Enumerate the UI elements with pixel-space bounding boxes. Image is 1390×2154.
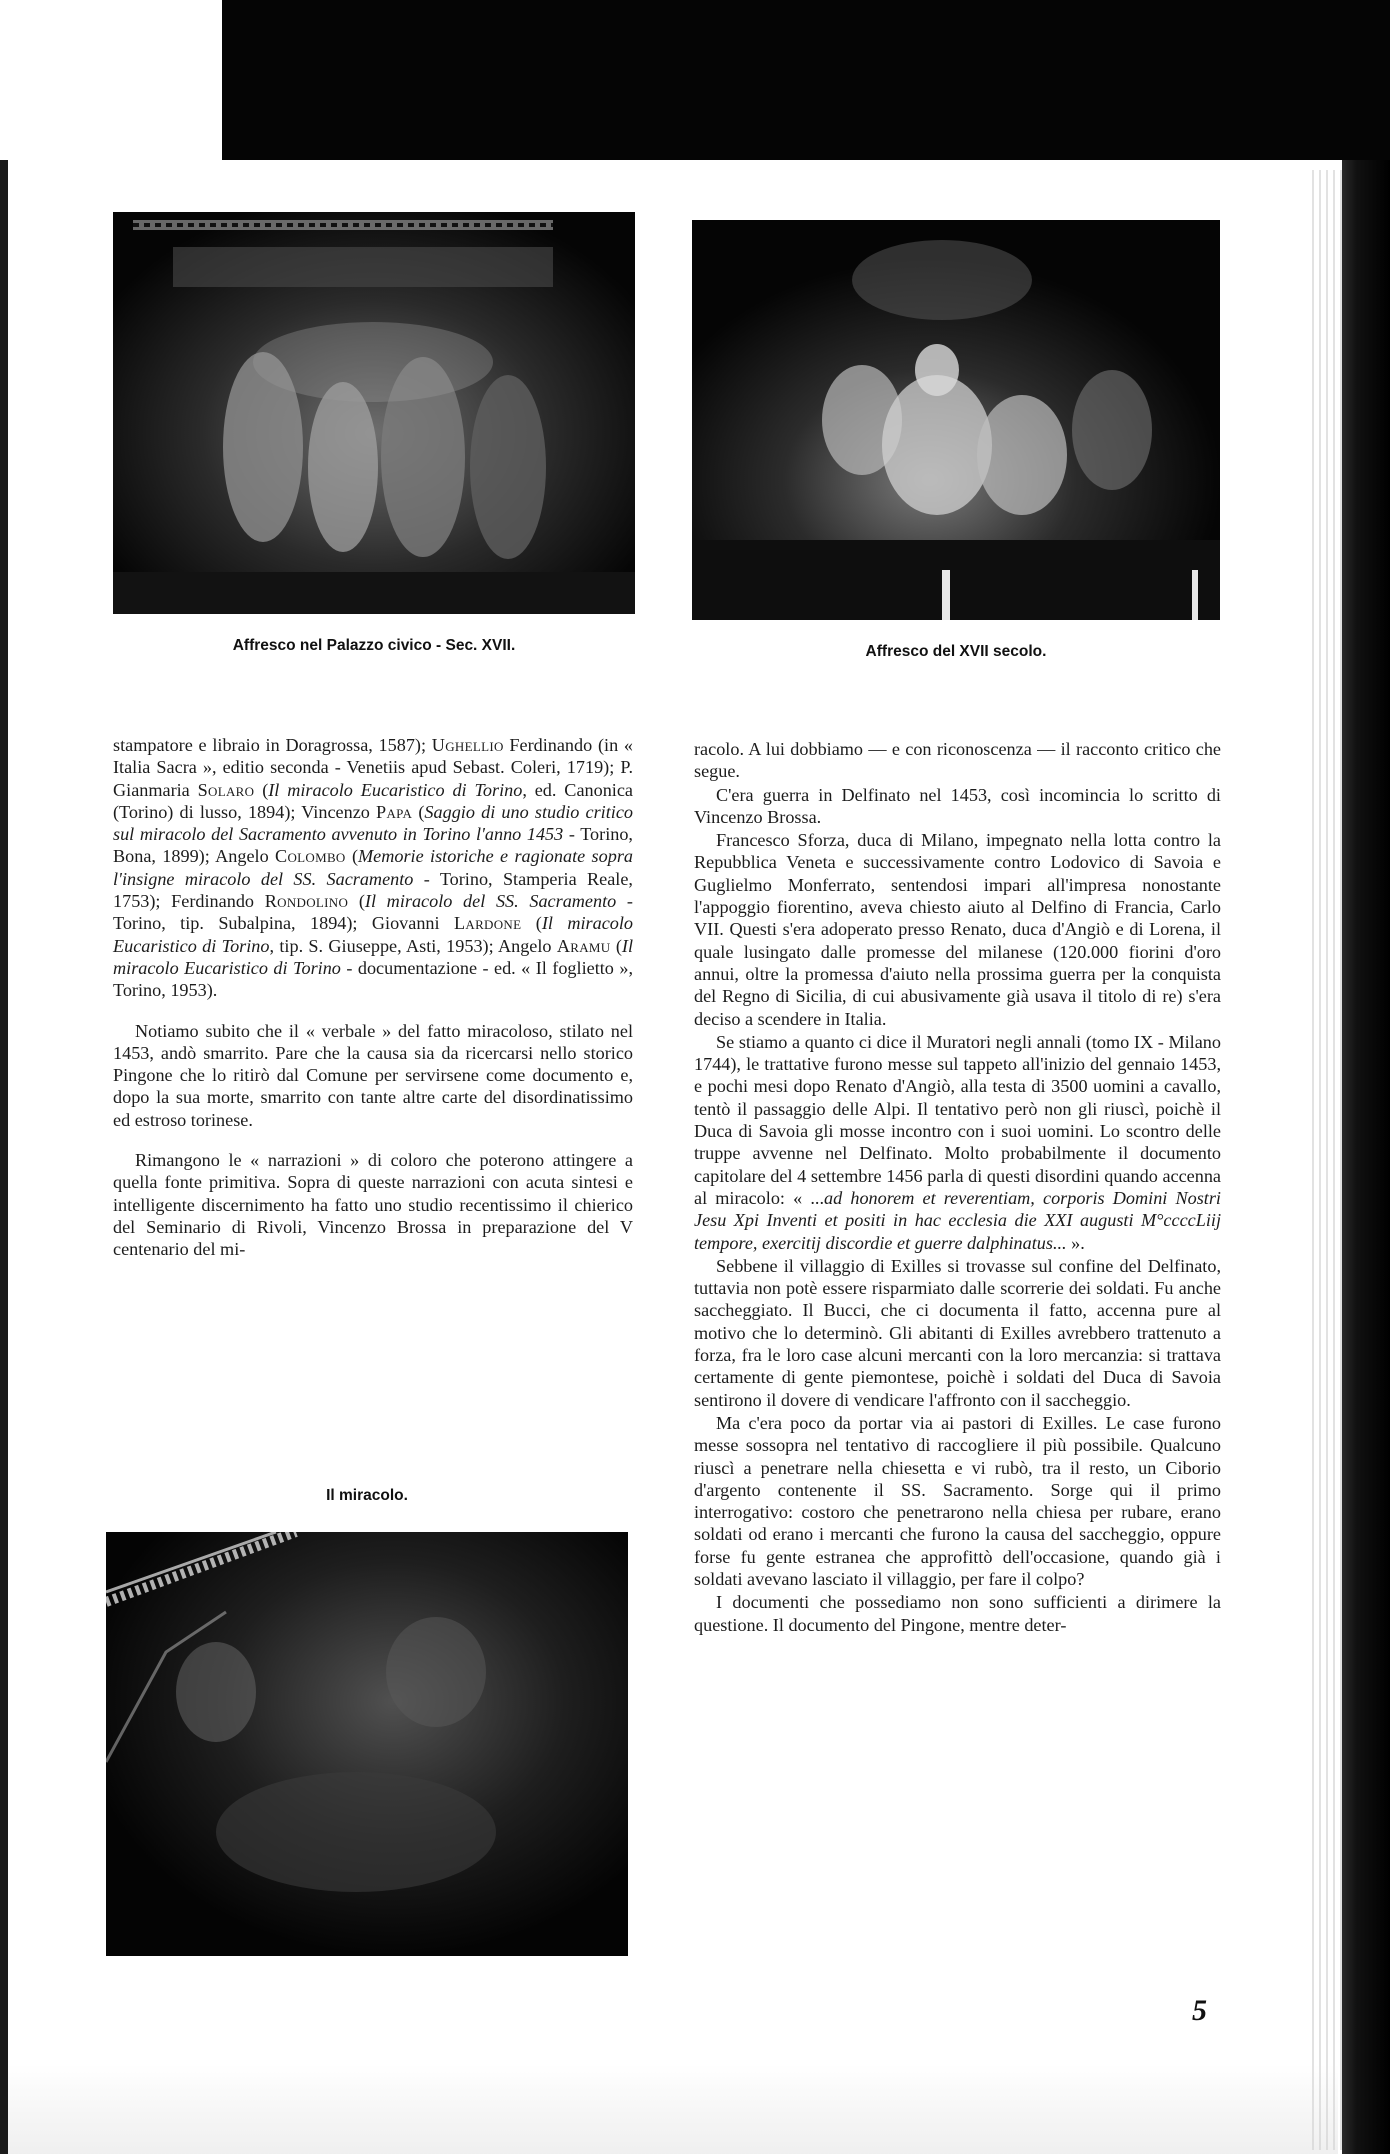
miracle-painting-photo [106,1532,628,1956]
body-paragraph: racolo. A lui dobbiamo — e con riconoscenza — il racconto critico che segue. [694,739,1221,782]
caption-fresco-palazzo-civico: Affresco nel Palazzo civico - Sec. XVII. [232,637,516,654]
left-text-column [113,734,633,1261]
caption-fresco-seventeenth-century: Affresco del XVII secolo. [865,643,1047,660]
scan-bottom-shadow [8,2064,1338,2154]
body-paragraph: Rimangono le « narrazioni » di coloro che poterono attingere a quella fonte primitiva. Sopra di queste narrazioni con acuta sintesi e intelligente discernimento ha fatto uno studio recentissimo il chierico del Seminario di Rivoli, Vincenzo Brossa in preparazione del V centenario del mi- [113,1150,633,1260]
body-paragraph: Sebbene il villaggio di Exilles si trovasse sul confine del Delfinato, tuttavia non potè essere risparmiato dalle scorrerie dei soldati. Fu anche saccheggiato. Il Bucci, che ci documenta il fatto, accenna pure al motivo che lo determinò. Gli abitanti di Exilles avrebbero trattenuto a forza, fra le loro case alcuni mercanti con la loro mercanzia: si trattava certamente di gente piemontese, poichè i soldati del Duca di Savoia sentirono il dovere di vendicare l'affronto con il saccheggio. [694,1255,1221,1410]
scan-right-edge [1342,160,1390,2154]
bibliography-paragraph: stampatore e libraio in Doragrossa, 1587); Ughellio Ferdinando (in « Italia Sacra », editio seconda - Venetiis apud Sebast. Coleri, 1719); P. Gianmaria Solaro (Il miracolo Eucaristico di Torino, ed. Canonica (Torino) di lusso, 1894); Vincenzo Papa (Saggio di uno studio critico sul miracolo del Sacramento avvenuto in Torino l'anno 1453 - Torino, Bona, 1899); Angelo Colombo (Memorie istoriche e ragionate sopra l'insigne miracolo del SS. Sacramento - Torino, Stamperia Reale, 1753); Ferdinando Rondolino (Il miracolo del SS. Sacramento - Torino, tip. Subalpina, 1894); Giovanni Lardone (Il miracolo Eucaristico di Torino, tip. S. Giuseppe, Asti, 1953); Angelo Aramu (Il miracolo Eucaristico di Torino - documentazione - ed. « Il foglietto », Torino, 1953). [113,735,634,1001]
body-paragraph: C'era guerra in Delfinato nel 1453, così incomincia lo scritto di Vincenzo Brossa. [694,784,1221,827]
body-paragraph: Ma c'era poco da portar via ai pastori di Exilles. Le case furono messe sossopra nel tentativo di raccogliere il più possibile. Qualcuno riuscì a penetrare nella chiesetta e vi rubò, tra il resto, un Ciborio d'argento contenente il SS. Sacramento. Sorge qui il primo interrogativo: costoro che penetrarono nella chiesa per rubare, erano soldati od erano i mercanti che furono la causa del saccheggio, oppure forse fu gente estranea che approfittò dell'occasione, quando già i soldati avevano lasciato il villaggio, per fare il colpo? [694,1412,1221,1589]
latin-quotation: ad honorem et reverentiam, corporis Domini Nostri Jesu Xpi Inventi et positi in hac ecclesia die XXI augusti M°ccccLiij tempore, exercitij discordie et guerre dalphinatus... [694,1187,1221,1253]
fresco-palazzo-civico-photo [113,212,635,614]
body-paragraph: I documenti che possediamo non sono sufficienti a dirimere la questione. Il documento del Pingone, mentre deter- [694,1592,1221,1635]
right-text-column [694,738,1221,1636]
body-paragraph: Francesco Sforza, duca di Milano, impegnato nella lotta contro la Repubblica Veneta e successivamente contro Lodovico di Savoia e Guglielmo Monferrato, sentendosi impari all'impresa nonostante l'appoggio fiorentino, aveva chiesto aiuto al Delfino di Francia, Carlo VII. Questi s'era adoperato presso Renato, duca d'Angiò e di Lorena, il quale lusingato dalle promesse del milanese (120.000 fiorini d'oro annui, oltre la promessa d'aiuto nella prossima guerra per la conquista del Regno di Sicilia, di cui abusivamente già usava il titolo di re) s'era deciso a scendere in Italia. [694,830,1221,1029]
body-paragraph-muratori: Se stiamo a quanto ci dice il Muratori negli annali (tomo IX - Milano 1744), le trattative furono messe sul tappeto all'inizio del gennaio 1453, e pochi mesi dopo Renato d'Angiò, alla testa di 3500 uomini a cavallo, tentò il passaggio delle Alpi. Il tentativo però non gli riuscì, poichè il Duca di Savoia gli mosse incontro con i suoi uomini. Lo scontro delle truppe avvenne nel Delfinato. Molto probabilmente il documento capitolare del 4 settembre 1456 parla di questi disordini quando accenna al miracolo: « ...ad honorem et reverentiam, corporis Domini Nostri Jesu Xpi Inventi et positi in hac ecclesia die XXI augusti M°ccccLiij tempore, exercitij discordie et guerre dalphinatus... ». [694,1031,1221,1253]
scan-dark-band [222,0,1390,160]
scan-left-edge [0,160,8,2154]
caption-miracle: Il miracolo. [326,1487,408,1504]
body-paragraph: Notiamo subito che il « verbale » del fatto miracoloso, stilato nel 1453, andò smarrito. Pare che la causa sia da ricercarsi nello storico Pingone che lo ritirò dal Comune per servirsene come documento e, dopo la sua morte, smarrito con tante altre carte del disordinatissimo ed estroso torinese. [113,1020,633,1130]
fresco-seventeenth-century-photo [692,220,1220,620]
scan-page-stack-lines [1312,170,1342,2150]
page-number: 5 [1192,1994,1207,2027]
